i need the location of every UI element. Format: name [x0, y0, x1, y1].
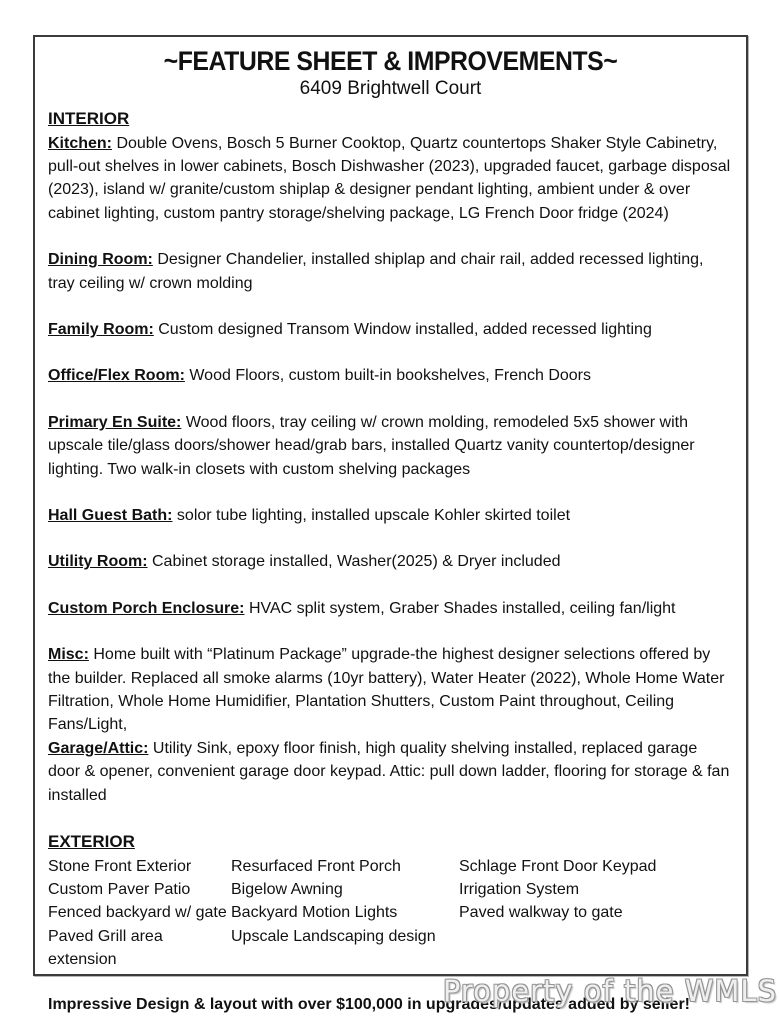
section-label: Custom Porch Enclosure:: [48, 599, 245, 617]
exterior-item: Paved Grill area extension: [48, 927, 163, 969]
exterior-item: Backyard Motion Lights: [231, 904, 398, 922]
section-label: Kitchen:: [48, 134, 112, 152]
exterior-item: [459, 925, 733, 972]
section-text: Custom designed Transom Window installed, added recessed lighting: [158, 321, 652, 339]
section-text: Utility Sink, epoxy floor finish, high quality shelving installed, replaced garage door & opener, convenient garage door keypad. Attic: pull down ladder, flooring for storage & fan installed: [48, 739, 730, 804]
exterior-item: Paved walkway to gate: [459, 904, 623, 922]
section-text: Designer Chandelier, installed shiplap and chair rail, added recessed lighting, tray ceiling w/ crown molding: [48, 251, 704, 292]
exterior-item: Fenced backyard w/ gate: [48, 904, 227, 922]
exterior-item: Custom Paver Patio: [48, 881, 191, 899]
interior-heading: INTERIOR: [48, 109, 130, 129]
section-text: Wood floors, tray ceiling w/ crown molding, remodeled 5x5 shower with upscale tile/glass doors/shower head/grab bars, installed Quartz vanity countertop/designer lighting. Two walk-in closets with custom shelving packages: [48, 413, 695, 478]
summary-line: Impressive Design & layout with over $100,000 in upgrades/updates added by seller!: [48, 995, 690, 1013]
section-label: Utility Room:: [48, 553, 148, 571]
exterior-feature-list: [48, 855, 733, 972]
section-custom-porch-enclosure: [48, 597, 733, 620]
wmls-watermark: Property of the WMLS: [442, 974, 777, 1008]
section-kitchen: [48, 132, 733, 226]
section-text: Double Ovens, Bosch 5 Burner Cooktop, Quartz countertops Shaker Style Cabinetry, pull-out shelves in lower cabinets, Bosch Dishwasher (2023), upgraded faucet, garbage disposal (2023), island w/ granite/custom shiplap & designer pendant lighting, ambient under & over cabinet lighting, custom pantry storage/shelving package, LG French Door fridge (2024): [48, 134, 731, 222]
section-text: HVAC split system, Graber Shades installed, ceiling fan/light: [248, 599, 676, 617]
exterior-item: Stone Front Exterior: [48, 857, 192, 875]
section-dining-room: [48, 248, 733, 295]
section-label: Misc:: [48, 646, 89, 664]
section-label: Garage/Attic:: [48, 739, 149, 757]
section-text: Wood Floors, custom built-in bookshelves, French Doors: [189, 367, 592, 385]
section-text: Home built with “Platinum Package” upgrade-the highest designer selections offered by the builder. Replaced all smoke alarms (10yr battery), Water Heater (2022), Whole Home Water Filtration, Whole Home Humidifier, Plantation Shutters, Custom Paint throughout, Ceiling Fans/Light,: [48, 646, 725, 734]
exterior-item: Schlage Front Door Keypad: [459, 857, 657, 875]
section-label: Family Room:: [48, 321, 154, 339]
exterior-item: Bigelow Awning: [231, 881, 343, 899]
exterior-item: Upscale Landscaping design: [231, 927, 436, 945]
section-hall-guest-bath: [48, 504, 733, 527]
section-text: Cabinet storage installed, Washer(2025) & Dryer included: [152, 553, 561, 571]
exterior-item: Irrigation System: [459, 881, 580, 899]
section-primary-en-suite: [48, 411, 733, 481]
section-label: Dining Room:: [48, 251, 153, 269]
section-office-flex-room: [48, 364, 733, 387]
exterior-item: Resurfaced Front Porch: [231, 857, 401, 875]
section-label: Office/Flex Room:: [48, 367, 185, 385]
section-text: solor tube lighting, installed upscale Kohler skirted toilet: [176, 507, 571, 525]
section-label: Primary En Suite:: [48, 413, 182, 431]
document-title: ~FEATURE SHEET & IMPROVEMENTS~: [163, 46, 618, 76]
property-address: 6409 Brightwell Court: [299, 78, 482, 100]
exterior-heading: EXTERIOR: [48, 832, 135, 852]
section-label: Hall Guest Bath:: [48, 507, 173, 525]
section-family-room: [48, 318, 733, 341]
section-utility-room: [48, 550, 733, 573]
section-misc-garage-attic: [48, 643, 733, 807]
